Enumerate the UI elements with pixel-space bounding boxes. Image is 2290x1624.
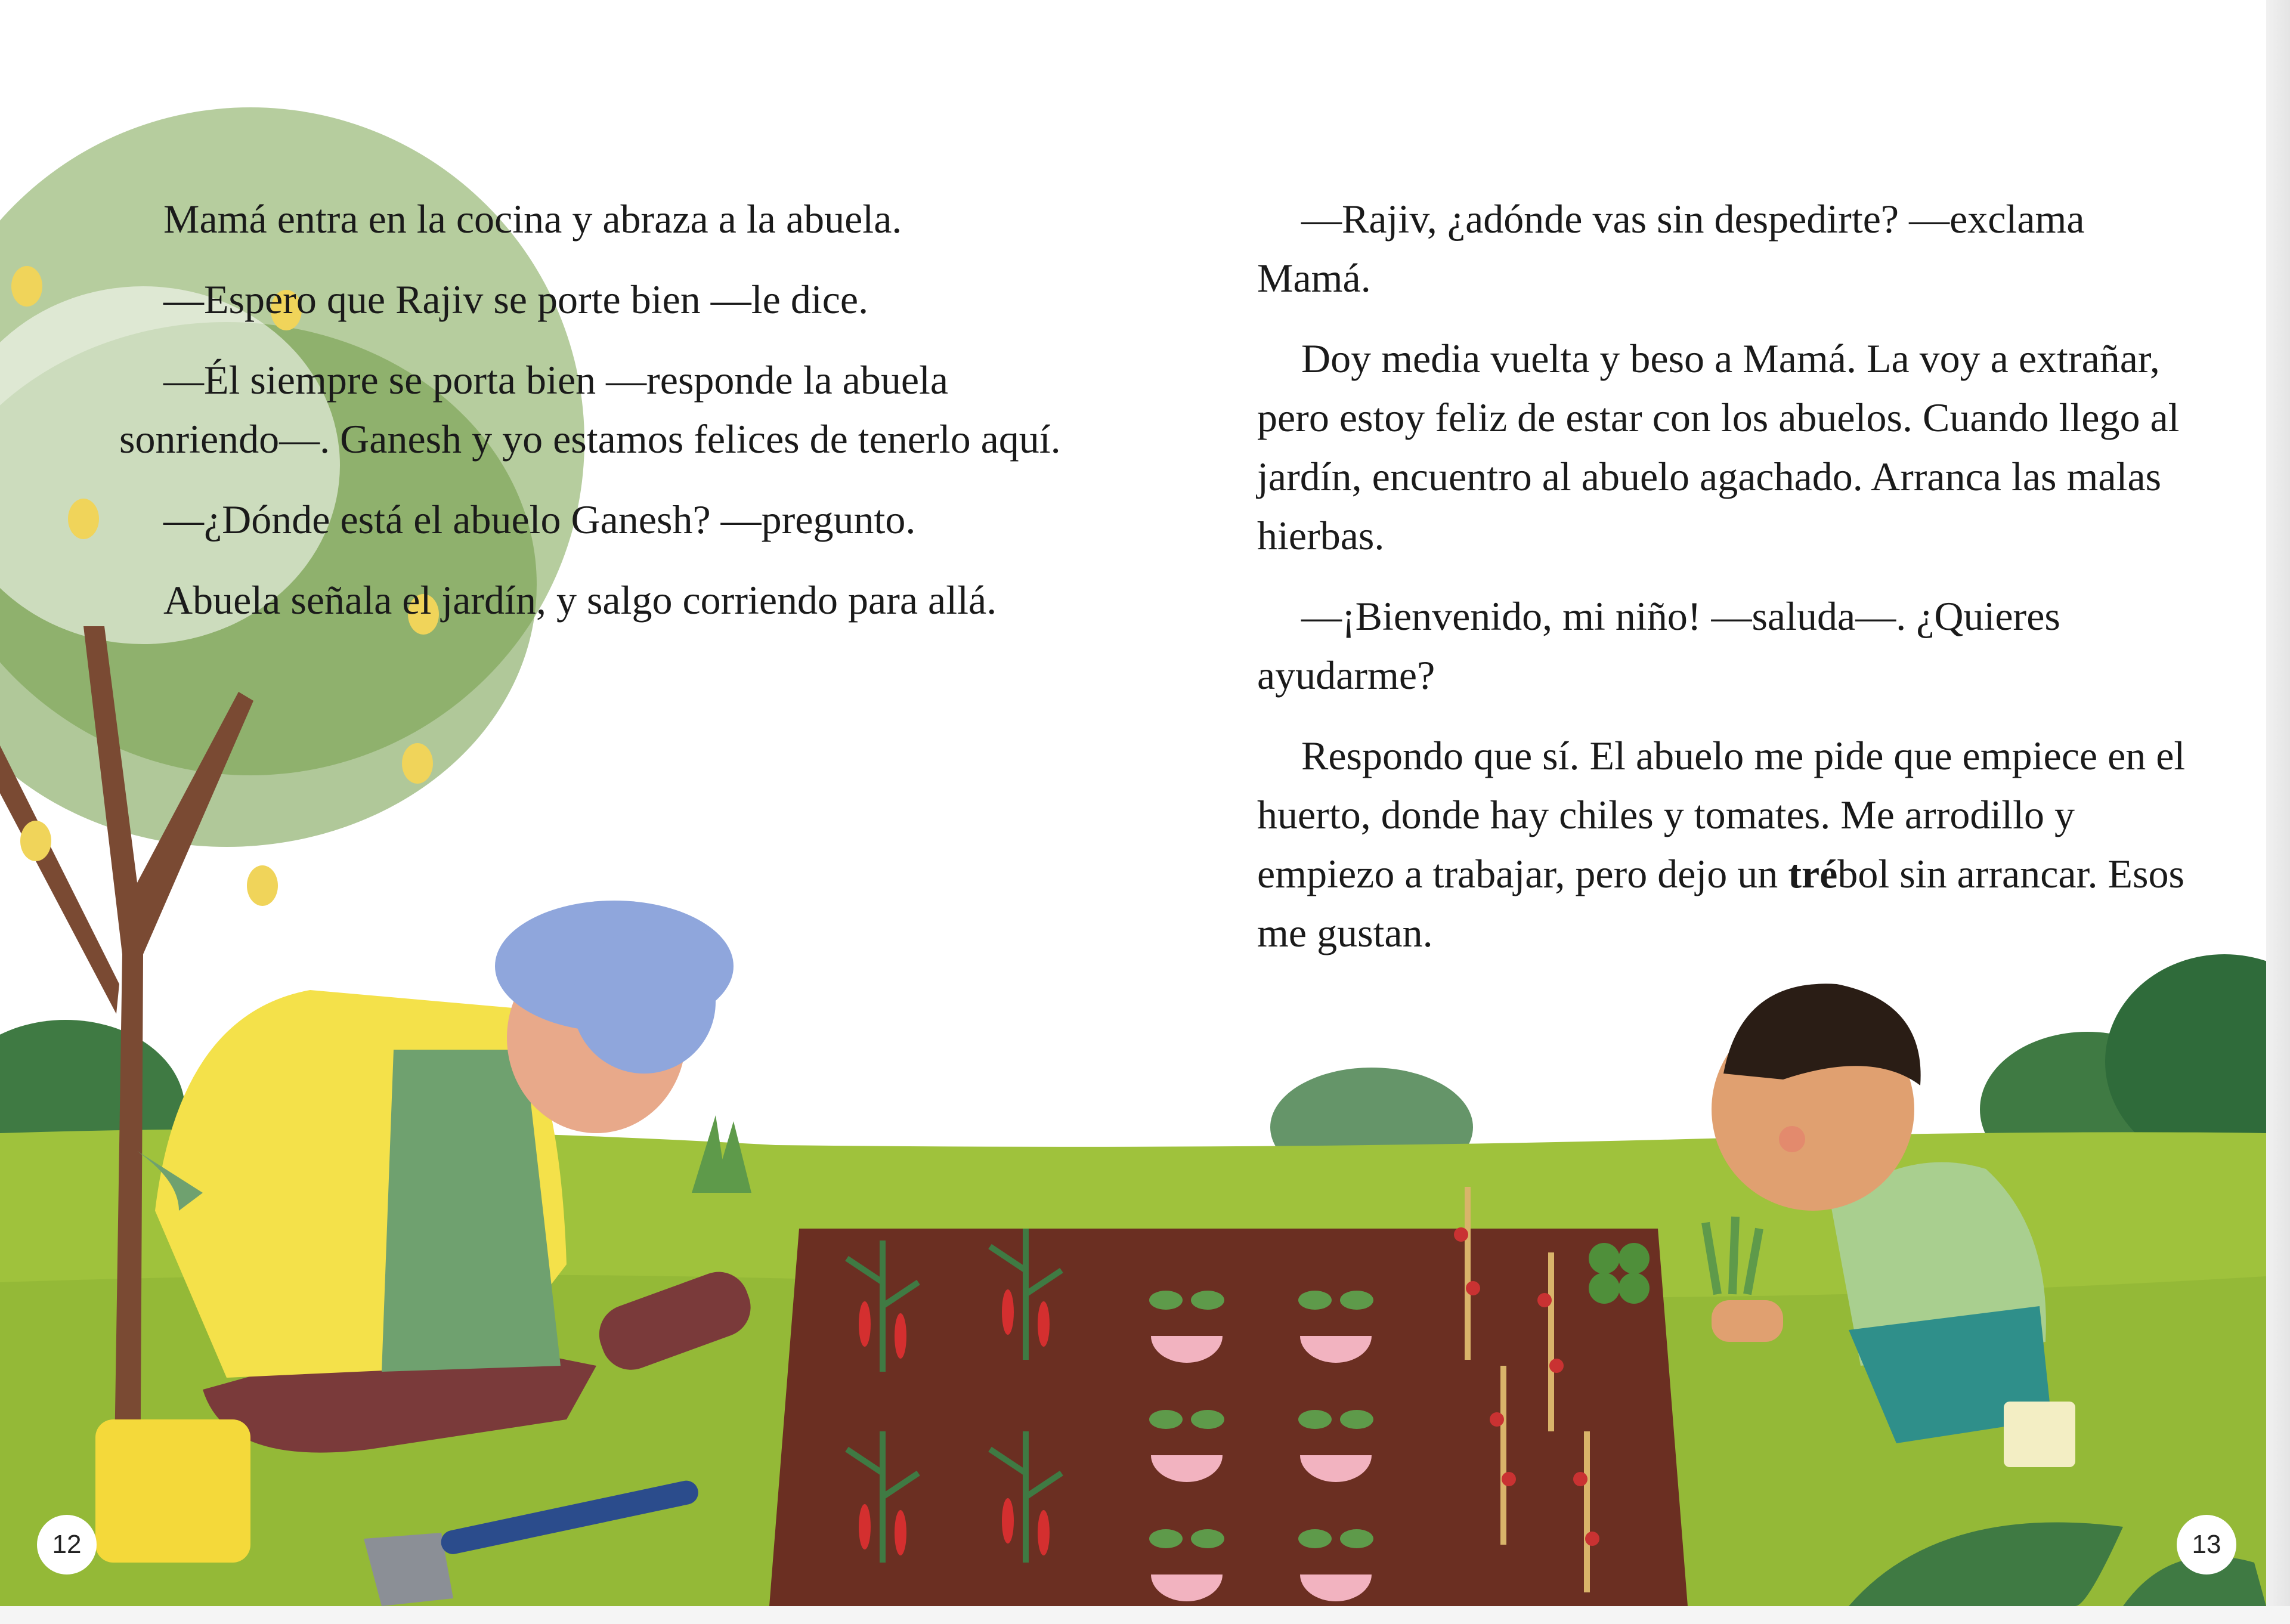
bold-syllable: tré: [1788, 851, 1838, 896]
paragraph: —Espero que Rajiv se porte bien —le dice.: [163, 277, 869, 322]
page-edge: [2266, 0, 2290, 1624]
paragraph: —¿Dónde está el abuelo Ganesh? —pregunto.: [163, 497, 916, 542]
paragraph: —Rajiv, ¿adónde vas sin despedirte? —exclama Mamá.: [1257, 196, 2085, 301]
right-page-text: [1257, 190, 2187, 984]
text-before: Respondo que sí. El abuelo me pide que empiece en el huerto, donde hay chiles y tomates. Me arrodillo y empiezo a trabajar, pero dejo un: [1257, 733, 2186, 896]
vegetable-bed: [769, 1187, 1688, 1606]
left-page-text: [119, 190, 1085, 651]
paragraph: —Él siempre se porta bien —responde la abuela sonriendo—. Ganesh y yo estamos felices de tenerlo aquí.: [119, 357, 1061, 462]
paragraph-with-bold: [1257, 726, 2187, 963]
paragraph: Doy media vuelta y beso a Mamá. La voy a extrañar, pero estoy feliz de estar con los abuelos. Cuando llego al jardín, encuentro al abuelo agachado. Arranca las malas hierbas.: [1257, 336, 2180, 558]
text-after: bol sin arrancar. Esos me gustan.: [1257, 851, 2184, 955]
paragraph: Abuela señala el jardín, y salgo corriendo para allá.: [163, 577, 997, 623]
page-number-right: 13: [2177, 1515, 2236, 1574]
bottom-edge: [0, 1606, 2290, 1624]
page-number-left: 12: [37, 1515, 97, 1574]
paragraph: —¡Bienvenido, mi niño! —saluda—. ¿Quieres ayudarme?: [1257, 593, 2060, 698]
paragraph: Mamá entra en la cocina y abraza a la abuela.: [163, 196, 902, 242]
